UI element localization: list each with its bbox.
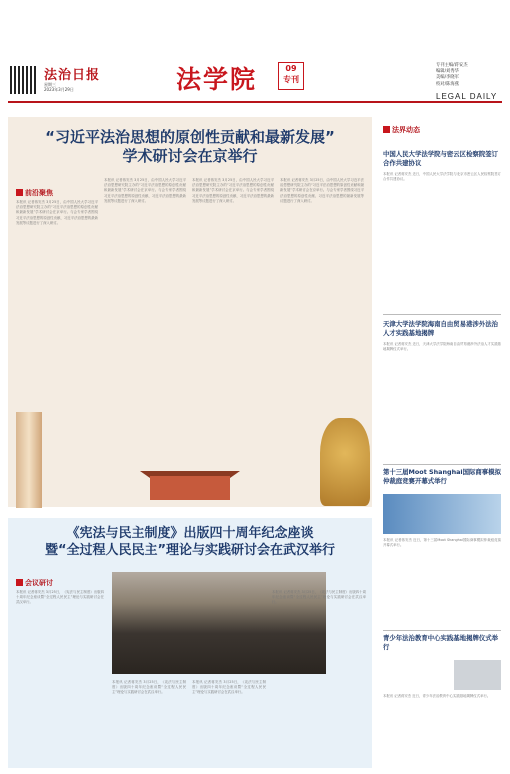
feature2-col-3: 本报讯 记者蒋安杰 3月25日，《宪法与民主制度》出版四十周年纪念座谈暨“全过程人民民主”理论与实践研讨会在武汉举行。 [192, 680, 266, 695]
qr-code [10, 66, 38, 94]
feature2-title [8, 525, 372, 559]
moot-shanghai-photo [383, 494, 501, 534]
feature1-col-3: 本报讯 记者蒋安杰 3月25日，由中国人民大学习近平法治思想研究院主办的“习近平法治思想的原创性贡献和最新发展”学术研讨会在京举行。与会专家学者围绕习近平法治思想的原创性贡献、习近平法治思想的最新发展等议题进行了深入研讨。 [192, 178, 274, 203]
pub-date: 2023年3月29日 [44, 87, 74, 92]
sidebar-tag: 法界动态 [383, 125, 420, 135]
legal-daily-logo: LEGAL DAILY [436, 92, 498, 101]
editor-line: 编辑/刘秀华 [436, 69, 459, 75]
editors [436, 63, 468, 88]
pillar-illustration [16, 412, 42, 508]
editor-line: 校对/陈海燕 [436, 81, 459, 87]
editor-line: 专刊主编/蒋安杰 [436, 63, 468, 68]
lion-illustration [320, 418, 370, 506]
header-rule [8, 101, 502, 103]
news-body-2: 本报讯 记者蒋安杰 近日，天津大学法学院海南自由贸易港涉外法治人才实践基地揭牌仪式举行。 [383, 342, 501, 352]
editor-line: 美编/李晓军 [436, 75, 459, 81]
news-divider [383, 314, 501, 315]
feature1-tag: 前沿聚焦 [16, 188, 53, 198]
feature1-col-4: 本报讯 记者蒋安杰 3月25日，由中国人民大学习近平法治思想研究院主办的“习近平法治思想的原创性贡献和最新发展”学术研讨会在京举行。与会专家学者围绕习近平法治思想的原创性贡献、习近平法治思想的最新发展等议题进行了深入研讨。 [280, 178, 364, 203]
youth-base-photo [454, 660, 501, 690]
pub-weekday: 星期三 [44, 82, 56, 87]
issue-label: 专刊 [283, 75, 299, 84]
feature2-tag: 会议研讨 [16, 578, 53, 588]
feature1-title-line1: “习近平法治思想的原创性贡献和最新发展” [45, 128, 335, 146]
feature1-col-2: 本报讯 记者蒋安杰 3月25日，由中国人民大学习近平法治思想研究院主办的“习近平法治思想的原创性贡献和最新发展”学术研讨会在京举行。与会专家学者围绕习近平法治思想的原创性贡献、习近平法治思想的最新发展等议题进行了深入研讨。 [104, 178, 186, 203]
issue-box [278, 62, 304, 90]
news-title-4: 青少年法治教育中心实践基地揭牌仪式举行 [383, 634, 499, 651]
tag-icon [16, 579, 23, 586]
feature2-title-line1: 《宪法与民主制度》出版四十周年纪念座谈 [66, 526, 314, 541]
feature1-title-line2: 学术研讨会在京举行 [122, 147, 258, 165]
issue-number: 09 [285, 64, 297, 73]
section-title: 法学院 [176, 65, 258, 94]
feature1-col-1: 本报讯 记者蒋安杰 3月25日，由中国人民大学习近平法治思想研究院主办的“习近平法治思想的原创性贡献和最新发展”学术研讨会在京举行。与会专家学者围绕习近平法治思想的原创性贡献、习近平法治思想的最新发展等议题进行了深入研讨。 [16, 200, 98, 225]
news-body-4: 本报讯 记者蒋安杰 近日，青少年法治教育中心实践基地揭牌仪式举行。 [383, 694, 491, 698]
feature2-col-1: 本报讯 记者蒋安杰 3月25日，《宪法与民主制度》出版四十周年纪念座谈暨“全过程人民民主”理论与实践研讨会在武汉举行。 [16, 590, 104, 605]
tag-icon [383, 126, 390, 133]
hall-illustration [150, 476, 230, 500]
news-body-3: 本报讯 记者蒋安杰 近日，第十三届Moot Shanghai国际商事模拟仲裁庭竞赛开幕式举行。 [383, 538, 501, 548]
feature2-col-2: 本报讯 记者蒋安杰 3月25日，《宪法与民主制度》出版四十周年纪念座谈暨“全过程人民民主”理论与实践研讨会在武汉举行。 [112, 680, 186, 695]
masthead: 法治日报 [44, 68, 101, 83]
news-title-1: 中国人民大学法学院与密云区检察院签订合作共建协议 [383, 150, 499, 167]
news-body-1: 本报讯 记者蒋安杰 近日，中国人民大学法学院与北京市密云区人民检察院签订合作共建协议。 [383, 172, 501, 182]
feature1-title [8, 128, 372, 166]
news-title-3: 第十三届Moot Shanghai国际商事模拟仲裁庭竞赛开幕式举行 [383, 468, 501, 485]
news-divider [383, 464, 501, 465]
news-divider [383, 630, 501, 631]
feature2-col-4: 本报讯 记者蒋安杰 3月25日，《宪法与民主制度》出版四十周年纪念座谈暨“全过程人民民主”理论与实践研讨会在武汉举行。 [272, 590, 366, 605]
pub-info [44, 82, 74, 92]
tag-icon [16, 189, 23, 196]
news-title-2: 天津大学法学院海南自由贸易港涉外法治人才实践基地揭牌 [383, 320, 499, 337]
feature2-title-line2: 暨“全过程人民民主”理论与实践研讨会在武汉举行 [44, 543, 336, 558]
